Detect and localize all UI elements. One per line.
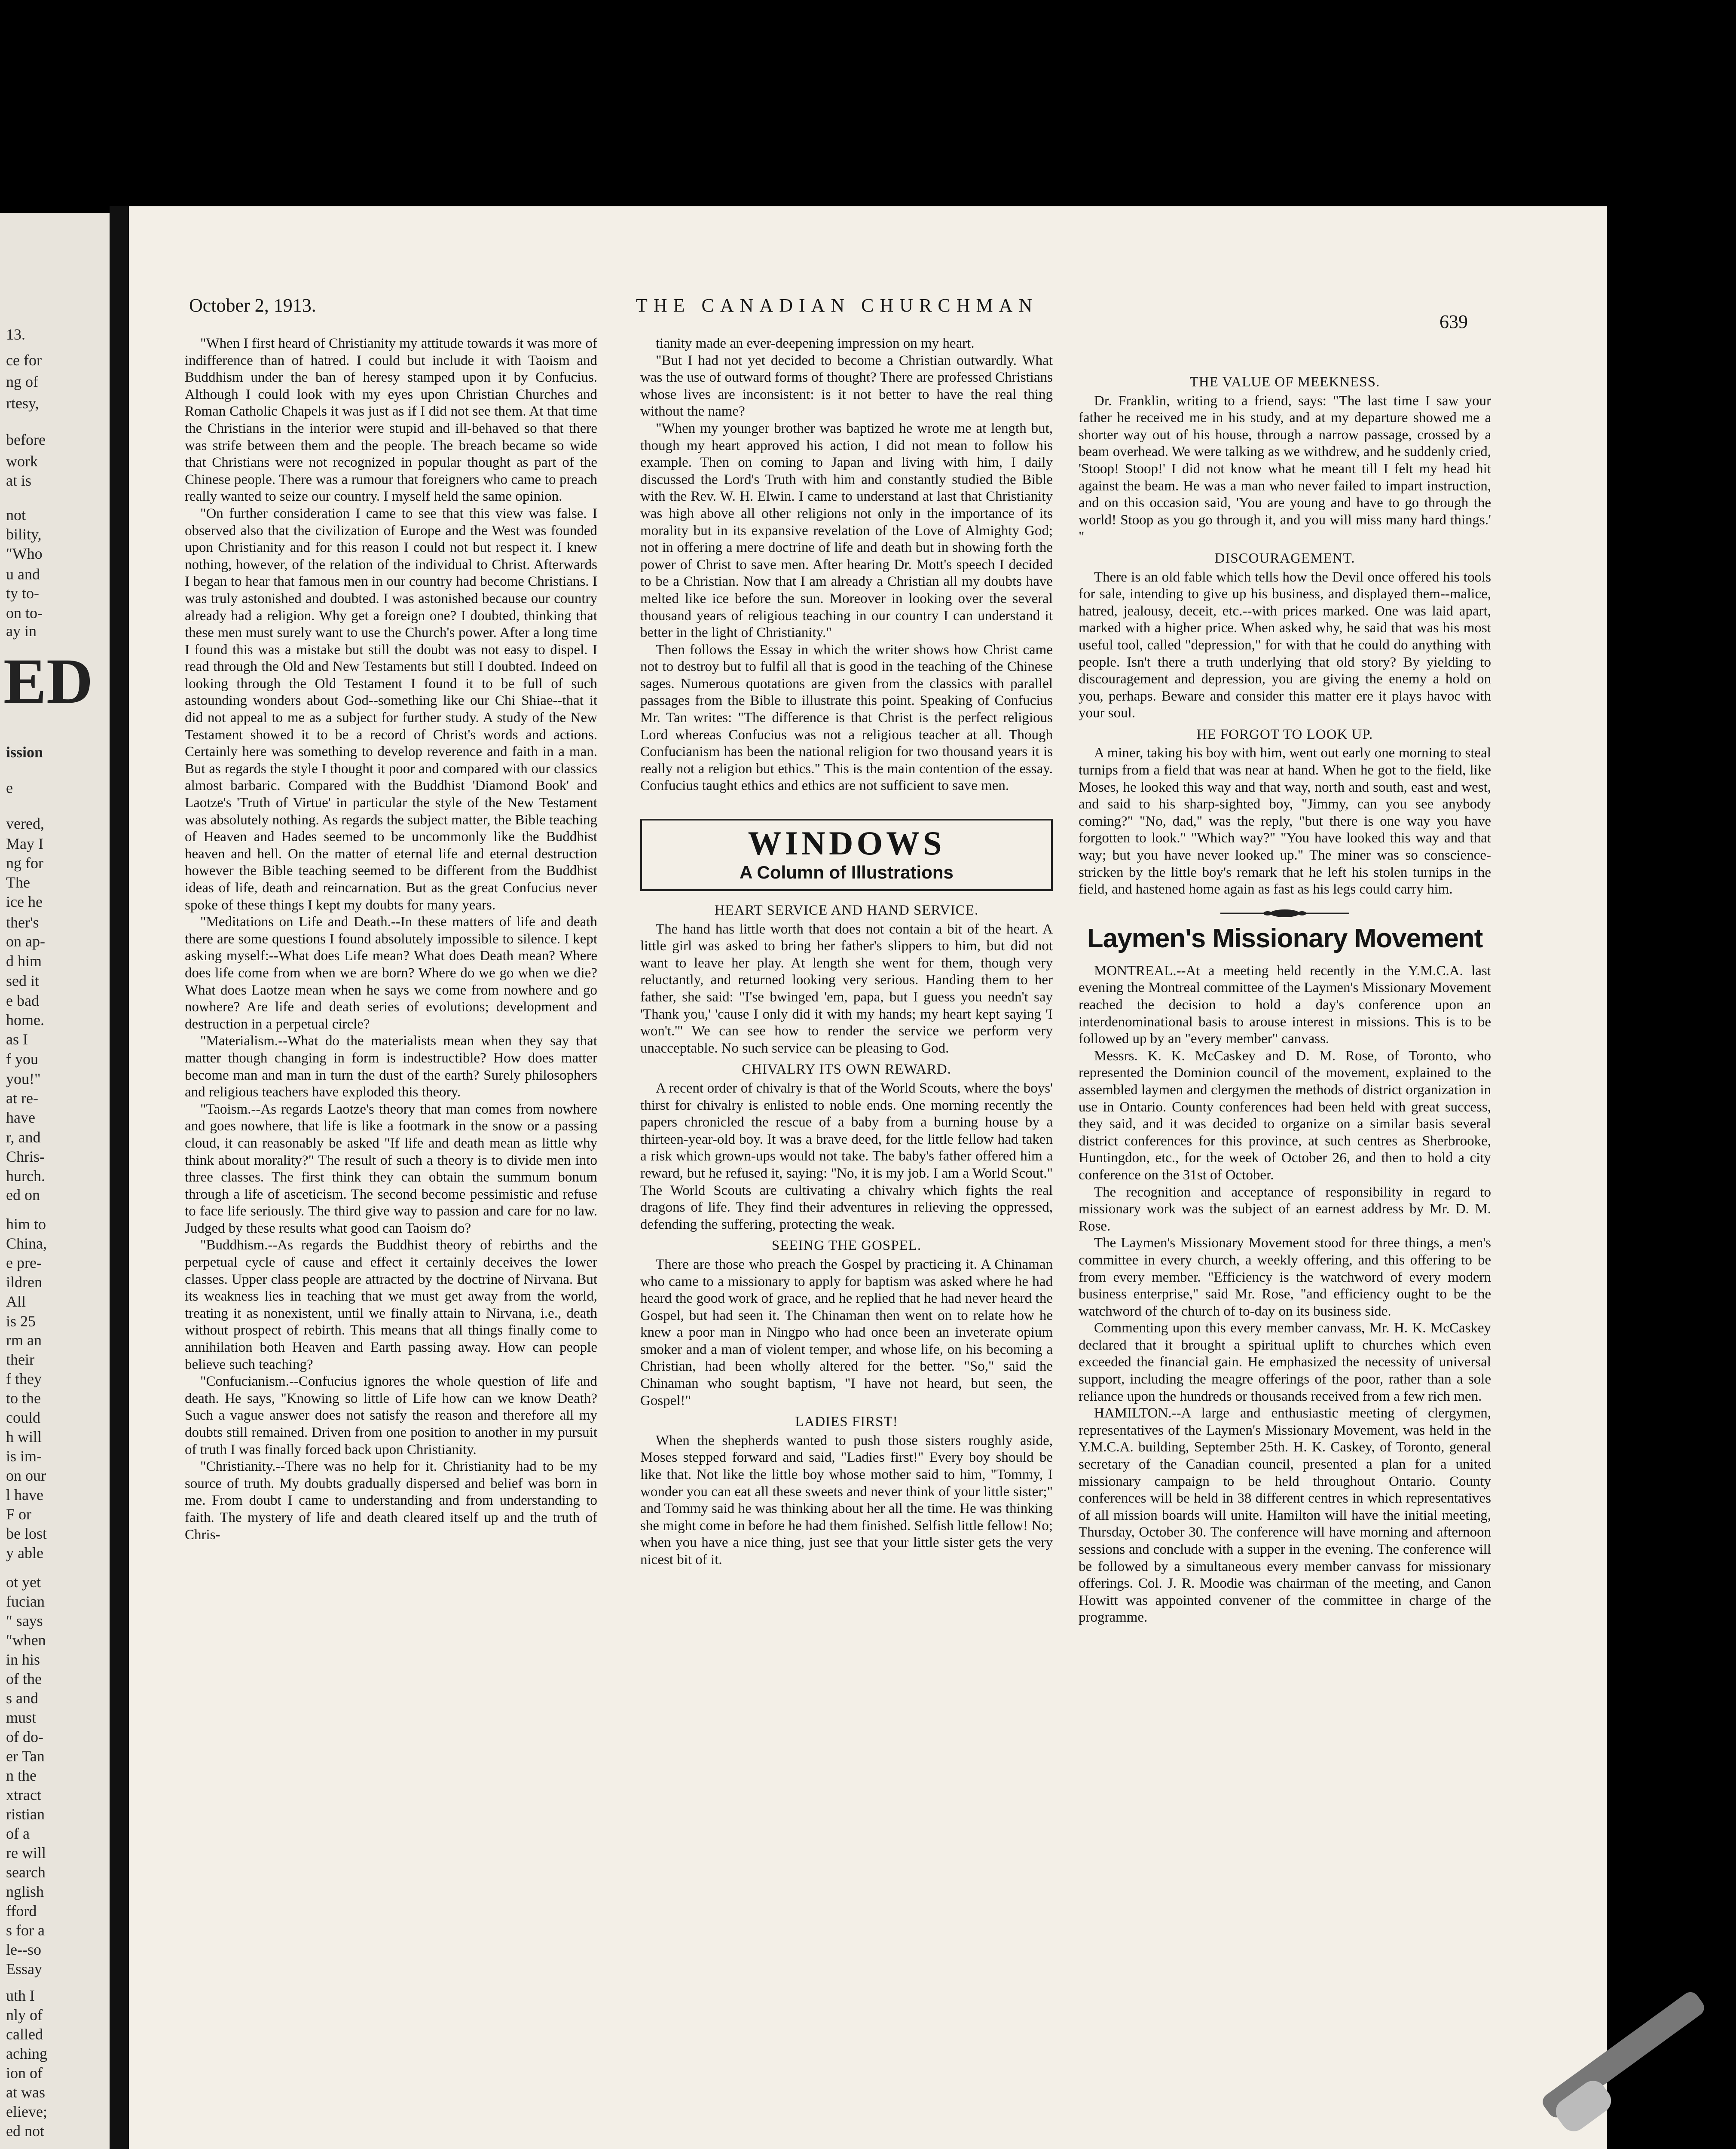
facing-page-text-fragment: le--so [6, 1941, 41, 1958]
essay-paragraph: "When my younger brother was baptized he wrote me at length but, though my heart approved his action, I did not mean to follow his example. Then on coming to Japan and living with him, I daily discussed the Lord's Truth with him and constantly studied the Bible with the Rev. W. H. Elwin. I came to understand at last that Christianity was high above all other religions not only in the importance of its morality but in its expansive revelation of the Love of Almighty God; not in offering a mere doctrine of life and death but in showing forth the power of Christ to save men. After hearing Dr. Mott's speech I decided to be a Christian. Now that I am already a Christian all my doubts have melted like ice before the sun. Moreover in looking over the several thousand years of religious teaching in our country I can understand it better in the light of Christianity." [640, 420, 1053, 641]
facing-page-text-fragment: of a [6, 1825, 30, 1842]
facing-page-text-fragment: u and [6, 566, 40, 583]
facing-page-text-fragment: elieve; [6, 2103, 47, 2120]
facing-page-text-fragment: at was [6, 2084, 45, 2101]
facing-page-text-fragment: at re- [6, 1090, 38, 1107]
facing-page-text-fragment: have [6, 1109, 35, 1126]
facing-page-text-fragment: ce for [6, 352, 42, 369]
illustration-paragraph: A recent order of chivalry is that of the World Scouts, where the boys' thirst for chivalry is enlisted to noble ends. One morning recently the papers chronicled the rescue of a baby from a burning house by a thirteen-year-old boy. It was a brave deed, for the little fellow had taken a risk which grown-ups would not take. The baby's father offered him a reward, but he refused it, saying: "No, it is my job. I am a World Scout." The World Scouts are cultivating a chivalry which fights the real dragons of life. They find their adventures in relieving the oppressed, defending the suffering, protecting the weak. [640, 1080, 1053, 1232]
facing-page-text-fragment: f you [6, 1050, 38, 1068]
facing-page-text-fragment: could [6, 1409, 40, 1426]
page-header [129, 294, 1607, 332]
laymens-paragraph: Commenting upon this every member canvass, Mr. H. K. McCaskey declared that it brought a spiritual uplift to churches which even exceeded the financial gain. He emphasized the necessity of universal support, including the meagre offerings of the poor, rather than a sole reliance upon the hundreds or thousands received from a few rich men. [1079, 1320, 1491, 1404]
facing-page-text-fragment: be lost [6, 1525, 47, 1542]
facing-page-text-fragment: as I [6, 1031, 28, 1048]
column-1-paragraph: "Meditations on Life and Death.--In these matters of life and death there are some questions I found absolutely impossible to silence. I kept asking myself:--What does Life mean? What does Death mean? Where does life come from when we are born? Where do we go when we die? What does Laotze mean when he says we come from nowhere and go nowhere? Are life and death series of evolutions; development and destruction in a perpetual circle? [185, 914, 597, 1032]
essay-continuation [640, 335, 1053, 795]
illustration-heading: HEART SERVICE AND HAND SERVICE. [714, 903, 979, 918]
facing-page-text-fragment: search [6, 1864, 46, 1881]
facing-page-text-fragment: ng for [6, 854, 43, 872]
facing-page-text-fragment: e [6, 779, 13, 796]
newspaper-page [129, 206, 1607, 2149]
facing-page-text-fragment: China, [6, 1235, 47, 1252]
facing-page-text-fragment: ission [6, 744, 43, 761]
facing-page-text-fragment: ildren [6, 1273, 42, 1291]
page-number: 639 [1440, 311, 1468, 332]
facing-page-text-fragment: in his [6, 1651, 40, 1668]
column-1-paragraph: "Taoism.--As regards Laotze's theory that man comes from nowhere and goes nowhere, that life is like a footmark in the snow or a passing cloud, it can reasonably be asked "If life and death mean as little why think about morality?" The result of such a theory is to divide men into three classes. The first think they can obtain the summum bonum through a life of asceticism. The second become pessimistic and refuse to face life seriously. The third give way to passion and care for no law. Judged by these results what good can Taoism do? [185, 1101, 597, 1236]
facing-page-text-fragment: ristian [6, 1806, 45, 1823]
book-gutter [110, 206, 129, 2149]
masthead: THE CANADIAN CHURCHMAN [636, 295, 1039, 316]
facing-page-text-fragment: ther's [6, 914, 39, 931]
facing-page-text-fragment: "Who [6, 545, 43, 562]
laymens-heading: Laymen's Missionary Movement [1087, 923, 1483, 953]
facing-page-text-fragment: on our [6, 1467, 46, 1484]
facing-page-text-fragment: n the [6, 1767, 37, 1784]
section-paragraph: There is an old fable which tells how the Devil once offered his tools for sale, intending to give up his business, and displayed them--malice, hatred, jealousy, deceit, etc.--with prices marked. One was laid apart, marked with a higher price. When asked why, he said that was his most useful tool, called "depression," for with that he could do anything with people. Isn't there a truth underlying that old story? By yielding to discouragement and depression, you are giving the enemy a hold on you, perhaps. Beware and consider this matter ere it plays havoc with your soul. [1079, 569, 1491, 721]
windows-box [640, 819, 1053, 891]
illustration-heading: CHIVALRY ITS OWN REWARD. [742, 1062, 951, 1078]
illustration-heading: SEEING THE GOSPEL. [771, 1238, 922, 1254]
facing-page-text-fragment: not [6, 506, 26, 523]
essay-paragraph: tianity made an ever-deepening impression on my heart. [656, 336, 975, 351]
facing-page-text-fragment: to the [6, 1390, 41, 1407]
laymens-paragraph: MONTREAL.--At a meeting held recently in the Y.M.C.A. last evening the Montreal committee of the Laymen's Missionary Movement reached the decision to hold a day's conference upon an interdenominational basis to arouse interest in missions. This is to be followed up by an "every member" canvass. [1079, 963, 1491, 1047]
facing-page-text-fragment: on ap- [6, 933, 45, 950]
facing-page-text-fragment: of do- [6, 1728, 43, 1745]
facing-page-text-fragment: ion of [6, 2064, 43, 2082]
facing-page-text-fragment: uth I [6, 1987, 35, 2004]
facing-page-text-fragment: aching [6, 2045, 47, 2062]
illustration-heading: LADIES FIRST! [795, 1414, 898, 1430]
facing-page-text-fragment: must [6, 1709, 37, 1726]
illustration-paragraph: When the shepherds wanted to push those sisters roughly aside, Moses stepped forward and said, "Ladies first!" Every boy should be like that. Not like the little boy whose mother said to him, "Tommy, I wonder you can eat all these sweets and never think of your little sister;" and Tommy said he was thinking about her all the time. He was thinking she might come in before he had them finished. Selfish little fellow! No; when you have a nice thing, just see that your little sister gets the very nicest bit of it. [640, 1433, 1053, 1567]
facing-page-text-fragment: s and [6, 1690, 38, 1707]
facing-page-text-fragment: rtesy, [6, 395, 39, 412]
facing-page-text-fragment: xtract [6, 1786, 41, 1803]
laymens-paragraph: The Laymen's Missionary Movement stood for three things, a men's committee in every church, a weekly offering, and this offering to be from every member. "Efficiency is the watchword of every modern business enterprise," said Mr. Rose, "and efficiency ought to be the watchword of the church of to-day on its business side. [1079, 1235, 1491, 1319]
facing-page-text-fragment: nly of [6, 2006, 43, 2023]
facing-page-text-fragment: work [6, 453, 38, 470]
facing-page-text-fragment: ice he [6, 893, 43, 910]
facing-page-text-fragment: 13. [6, 326, 25, 343]
issue-date: October 2, 1913. [189, 295, 316, 316]
laymens-body [1079, 963, 1491, 1626]
facing-page-text-fragment: ot yet [6, 1573, 41, 1591]
facing-page-text-fragment: e pre- [6, 1254, 42, 1271]
facing-page-text-fragment: All [6, 1293, 26, 1310]
column-1-paragraph: "When I first heard of Christianity my attitude towards it was more of indifference than of hatred. I could but include it with Taoism and Buddhism under the ban of heresy stamped upon it by Confucius. Although I could look with my eyes upon Christian Churches and Roman Catholic Chapels it was just as if I did not see them. At that time the Christians in the interior were stupid and ill-behaved so that there was strife between them and the people. The breach became so wide that Christians were not recognized in popular thought as part of the Chinese people. There was a rumour that foreigners who came to preach really wanted to seize our country. I myself held the same opinion. [185, 336, 597, 505]
facing-page-text-fragment: vered, [6, 815, 44, 832]
section-heading: DISCOURAGEMENT. [1214, 550, 1355, 566]
facing-page-text-fragment: The [6, 874, 30, 891]
facing-page-text-fragment: Chris- [6, 1148, 45, 1165]
facing-page-text-fragment: l have [6, 1486, 43, 1503]
facing-page-text-fragment: fucian [6, 1593, 45, 1610]
section-paragraph: Dr. Franklin, writing to a friend, says: "The last time I saw your father he received me in his study, and at my departure showed me a shorter way out of his house, through a narrow passage, crossed by a beam overhead. We were talking as we withdrew, and he suddenly cried, 'Stoop! Stoop!' I did not know what he meant till I felt my head hit against the beam. He was a man who never failed to impart instruction, and on this occasion said, 'You are young and have to go through the world! Stoop as you go through it, and you will miss many hard things.' " [1079, 393, 1491, 545]
facing-page-text-fragment: him to [6, 1215, 46, 1233]
facing-page-text-fragment: their [6, 1351, 34, 1368]
facing-page-text-fragment: nglish [6, 1883, 44, 1900]
column-1 [185, 335, 597, 1543]
facing-page-text-fragment: ty to- [6, 585, 39, 602]
laymens-paragraph: HAMILTON.--A large and enthusiastic meeting of clergymen, representatives of the Laymen's Missionary Movement, was held in the Y.M.C.A. building, September 25th. H. K. Caskey, of Toronto, general secretary of the Canadian council, presented a plan for a united missionary campaign to be held throughout Ontario. County conferences will be held in 38 different centres in which representatives of all mission boards will unite. Hamilton will have the initial meeting, Thursday, October 30. The conference will have morning and afternoon sessions and conclude with a supper in the evening. The conference will be followed by a simultaneous every member canvass for missionary offerings. Col. J. R. Moodie was chairman of the meeting, and Canon Howitt was appointed convener of the committee in charge of the programme. [1079, 1405, 1491, 1626]
facing-page-text-fragment: re will [6, 1844, 46, 1861]
section-heading: THE VALUE OF MEEKNESS. [1189, 374, 1380, 390]
facing-page-text-fragment: sed it [6, 972, 39, 989]
facing-page-text-fragment: h will [6, 1428, 42, 1445]
facing-page-text-fragment: y able [6, 1544, 43, 1561]
facing-page-text-fragment: fford [6, 1902, 37, 1919]
facing-page-text-fragment: rm an [6, 1332, 42, 1349]
facing-page-text-fragment: "when [6, 1632, 46, 1649]
facing-page-text-fragment: ed not [6, 2122, 44, 2140]
ornament-divider-icon [1220, 908, 1349, 919]
column-1-paragraph: "Confucianism.--Confucius ignores the whole question of life and death. He says, "Knowing so little of Life how can we know Death? Such a vague answer does not satisfy the reason and therefore all my doubts still remained. Driven from one position to another in my pursuit of truth I was finally forced back upon Christianity. [185, 1374, 597, 1457]
facing-page-text-fragment: on to- [6, 604, 43, 621]
essay-paragraph: "But I had not yet decided to become a Christian outwardly. What was the use of outward forms of thought? There are professed Christians whose lives are inconsistent: is it not better to have the real thing without the name? [640, 352, 1053, 419]
facing-page-text-fragment: at is [6, 472, 31, 489]
facing-page-text-fragment: you!" [6, 1070, 41, 1087]
facing-page-fragment [0, 213, 110, 2149]
facing-page-text-fragment: home. [6, 1011, 44, 1029]
section-paragraph: A miner, taking his boy with him, went out early one morning to steal turnips from a field that was near at hand. When he got to the field, like Moses, he looked this way and that way, north and south, east and west, and said to his sharp-sighted boy, "Jimmy, can you see anybody coming?" "No, dad," was the reply, "but there is one way you have forgotten to look." "Which way?" "You have looked this way and that way; but you have never looked up." The miner was so conscience-stricken by the little boy's remark that he left his stolen turnips in the field, and hastened home again as fast as his legs could carry him. [1079, 745, 1491, 897]
column-3-items [1079, 374, 1491, 898]
facing-page-text-fragment: ng of [6, 373, 38, 390]
illustrations [640, 902, 1053, 1569]
column-1-paragraph: "Christianity.--There was no help for it. Christianity had to be my source of truth. My doubts gradually dispersed and belief was born in me. From doubt I came to understanding and from understanding to faith. The mystery of life and death cleared itself up and the truth of Chris- [185, 1459, 597, 1543]
section-heading: HE FORGOT TO LOOK UP. [1196, 726, 1373, 742]
column-1-paragraph: "Materialism.--What do the materialists mean when they say that matter though changing in form is indestructible? How does matter become man and man in turn the dust of the earth? Surely philosophers and religious teachers have exploded this theory. [185, 1033, 597, 1100]
facing-page-text-fragment: e bad [6, 992, 39, 1009]
facing-page-text-fragment: of the [6, 1670, 42, 1687]
column-2 [640, 335, 1053, 1569]
windows-title: WINDOWS [748, 824, 945, 862]
windows-subtitle: A Column of Illustrations [740, 862, 954, 883]
facing-page-text-fragment: is 25 [6, 1313, 36, 1330]
column-3 [1079, 370, 1491, 1626]
facing-page-text-fragment: called [6, 2026, 43, 2043]
facing-page-text-fragment: f they [6, 1370, 42, 1387]
column-1-paragraph: "On further consideration I came to see that this view was false. I observed also that the civilization of Europe and the West was founded upon Christianity and for this reason I could not but respect it. I knew nothing, however, of the relation of the individual to Christ. Afterwards I began to hear that famous men in our country had become Christians. I was truly astonished and doubted. I was astonished because our country already had a religion. Why get a foreign one? I doubted, thinking that these men must surely want to use the Church's power. After a long time I found this was a mistake but still the doubt was not easy to dispel. I read through the Old and New Testaments but still I doubted. Indeed on looking through the Old Testament I found it to be full of such astounding wonders about God--something like our Chi Shiae--that it did not appeal to me as a subject for further study. A study of the New Testament showed it to be a record of Christ's words and actions. Certainly here was something to develop reverence and faith in a man. But as regards the style I thought it poor and compared with our classics almost barbaric. Compared with the Buddhist 'Diamond Book' and Laotze's 'Truth of Virtue' in particular the style of the New Testament was absolutely nothing. As regards the subject matter, the Bible teaching of Heaven and Hades seemed to be uncommonly like the Buddhist heaven and hell. On the matter of eternal life and eternal destruction however the Bible teaching seemed to be different from the Buddhist ideas of life, death and reincarnation. But as the great Confucius never spoke of these things I kept my doubts for many years. [185, 505, 597, 913]
facing-page-text-fragment: r, and [6, 1129, 41, 1146]
illustration-paragraph: The hand has little worth that does not contain a bit of the heart. A little girl was asked to bring her father's slippers to him, but did not want to leave her play. At length she went for them, though very reluctantly, and returned looking very serious. Handing them to her father, she said: "I'se bwinged 'em, papa, but I guess you needn't say 'Thank you,' 'cause I only did it with my hands; my heart kept saying 'I won't.'" We can see how to render the service we perform very unacceptable. No such service can be pleasing to God. [640, 921, 1053, 1056]
facing-page-text-fragment: before [6, 431, 46, 448]
facing-page-text-fragment: F or [6, 1506, 32, 1523]
facing-page-text-fragment: ED [3, 646, 93, 717]
facing-page-text-fragment: bility, [6, 526, 42, 543]
facing-page-text-fragment: hurch. [6, 1167, 45, 1185]
laymens-paragraph: Messrs. K. K. McCaskey and D. M. Rose, of Toronto, who represented the Dominion council of the movement, explained to the assembled laymen and clergymen the methods of district organization in use in Ontario. County conferences had been held with great success, they said, and it was decided to organize on a similar basis several district conferences for this province, at such centres as Sherbrooke, Huntingdon, etc., for the week of October 26, and then to hold a city conference on the 31st of October. [1079, 1048, 1491, 1183]
facing-page-text-fragment: d him [6, 952, 42, 970]
illustration-paragraph: There are those who preach the Gospel by practicing it. A Chinaman who came to a missionary to apply for baptism was asked where he had heard the good work of grace, and he replied that he had never heard the Gospel, but had seen it. The Chinaman then went on to relate how he knew a poor man in Ningpo who had once been an inveterate opium smoker and a man of violent temper, and whose life, on his becoming a Christian, had been wholly altered for the better. "So," said the Chinaman who sought baptism, "I have not heard, but seen, the Gospel!" [640, 1256, 1053, 1408]
laymens-paragraph: The recognition and acceptance of responsibility in regard to missionary work was the subject of an earnest address by Mr. D. M. Rose. [1079, 1184, 1491, 1234]
facing-page-text-fragment: ay in [6, 622, 37, 640]
facing-page-text-fragment: s for a [6, 1922, 45, 1939]
facing-page-text-fragment: May I [6, 835, 43, 852]
facing-page-text-fragment: is im- [6, 1448, 42, 1465]
facing-page-text-fragment: ed on [6, 1186, 40, 1203]
facing-page-text-fragment: Essay [6, 1960, 42, 1978]
column-1-paragraph: "Buddhism.--As regards the Buddhist theory of rebirths and the perpetual cycle of cause and effect it certainly deceives the lower classes. Upper class people are attracted by the doctrine of Nirvana. But its weakness lies in teaching that we must get away from the world, treating it as nonexistent, until we finally attain to Nirvana, i.e., death without prospect of rebirth. This means that all things finally come to annihilation both Heaven and Earth passing away. How can people believe such teaching? [185, 1237, 597, 1372]
facing-page-text-fragment: er Tan [6, 1748, 45, 1765]
essay-paragraph: Then follows the Essay in which the writer shows how Christ came not to destroy but to fulfil all that is good in the teaching of the Chinese sages. Numerous quotations are given from the classics with parallel passages from the Bible to illustrate this point. Speaking of Confucius Mr. Tan writes: "The difference is that Christ is the perfect religious Lord whereas Confucius was not a religious teacher at all. Though Confucianism has been the national religion for two thousand years it is really not a religion but ethics." This is the main contention of the essay. Confucius taught ethics and ethics are not sufficient to save men. [640, 642, 1053, 794]
facing-page-text-fragment: " says [6, 1612, 43, 1629]
